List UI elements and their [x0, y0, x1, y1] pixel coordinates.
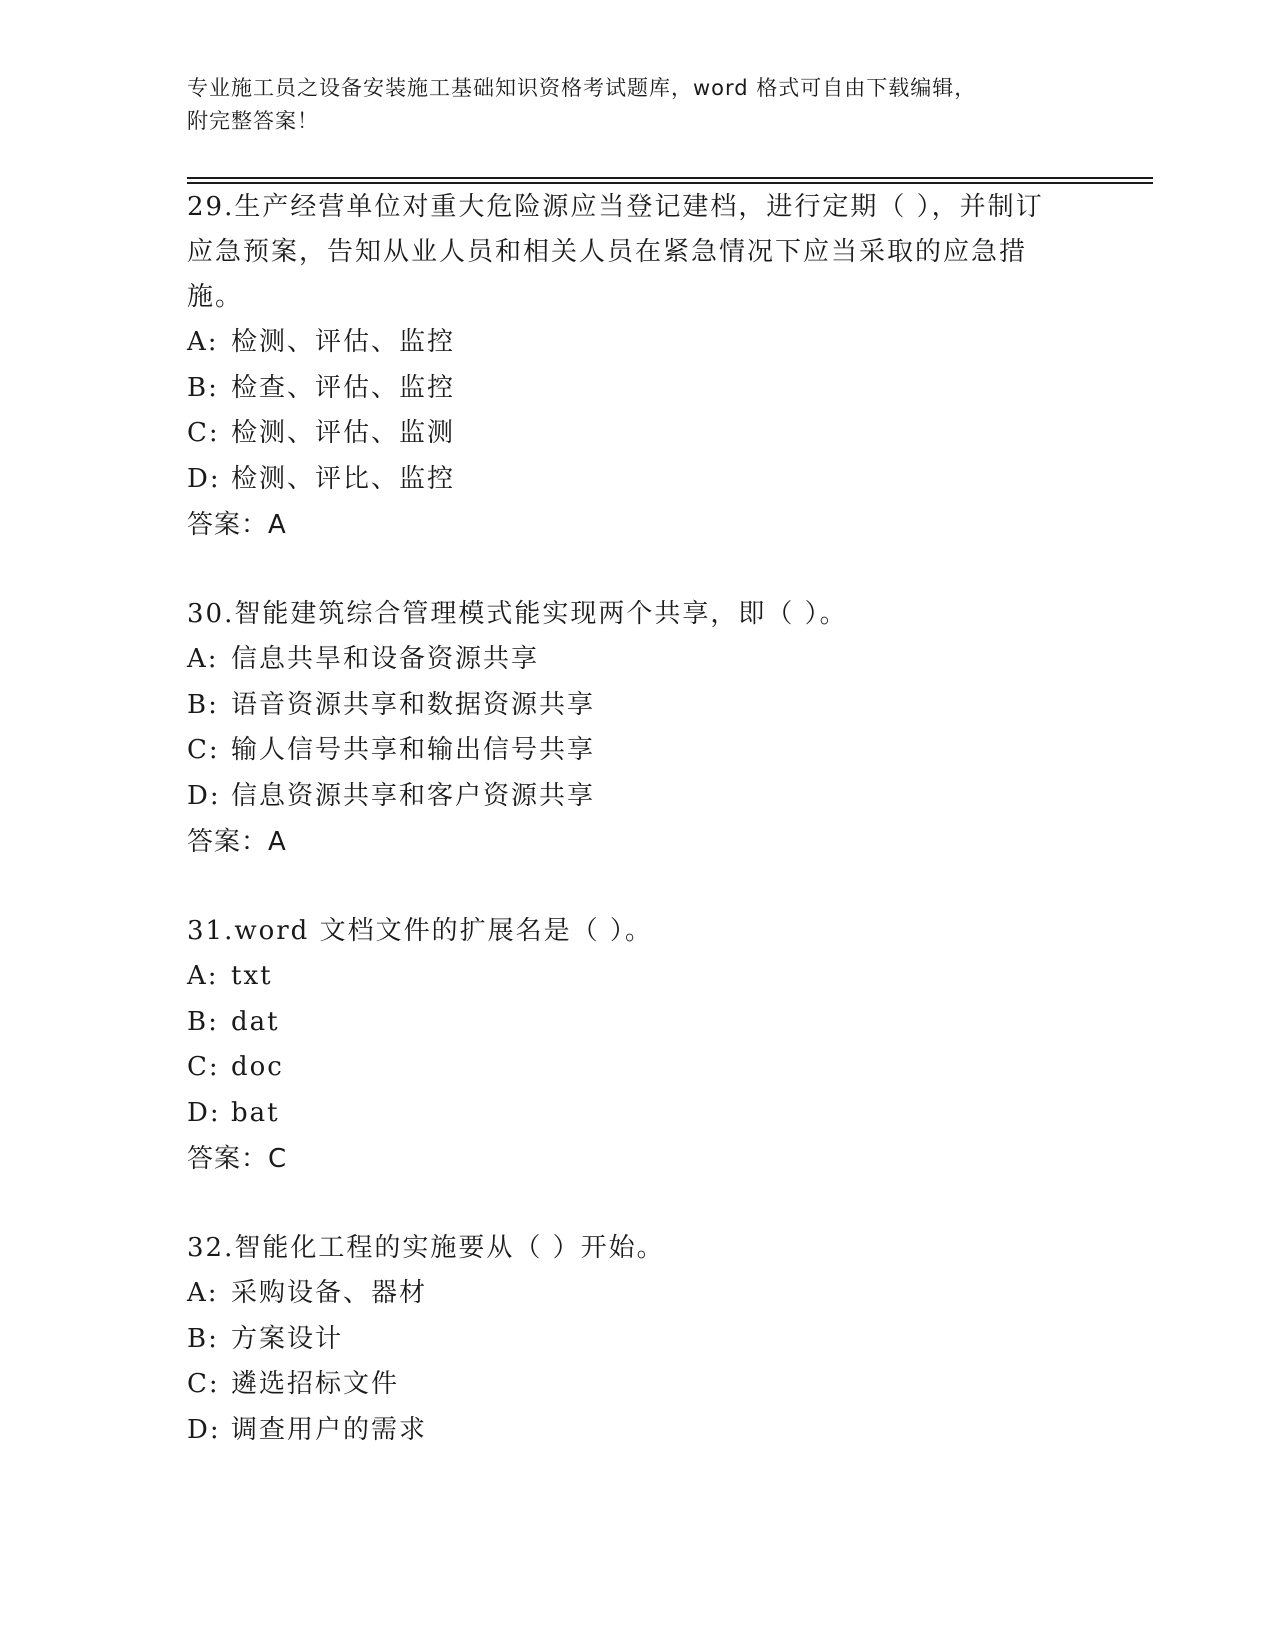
option-letter: C:: [187, 1369, 220, 1399]
option-b: [187, 1317, 1067, 1363]
option-letter: D:: [187, 780, 221, 811]
option-letter: D:: [187, 463, 221, 494]
option-d: [187, 1091, 1067, 1137]
option-letter: A:: [187, 644, 219, 674]
option-letter: A:: [187, 961, 219, 991]
header-line-1: 专业施工员之设备安装施工基础知识资格考试题库，word 格式可自由下载编辑，: [187, 76, 977, 100]
option-letter: B:: [187, 689, 219, 720]
question-stem: 30.智能建筑综合管理模式能实现两个共享，即（ ）。: [187, 599, 848, 629]
question-stem: 31.word 文档文件的扩展名是（ ）。: [187, 916, 653, 946]
option-text: bat: [231, 1097, 280, 1128]
option-letter: D:: [187, 1097, 221, 1128]
option-letter: B:: [187, 1323, 219, 1354]
option-letter: C:: [187, 418, 220, 448]
option-text: 采购设备、器材: [231, 1278, 428, 1308]
option-text: 输人信号共享和输出信号共享: [231, 735, 596, 765]
option-text: 遴选招标文件: [231, 1369, 400, 1399]
option-letter: A:: [187, 1278, 219, 1308]
option-b: [187, 1000, 1067, 1046]
answer-line: 答案：A: [187, 827, 287, 857]
option-text: txt: [231, 961, 273, 991]
option-letter: A:: [187, 327, 219, 357]
option-d: [187, 457, 1067, 503]
header-line-2: 附完整答案！: [187, 109, 319, 133]
option-text: 检测、评比、监控: [231, 463, 456, 494]
option-letter: C:: [187, 735, 220, 765]
question-29: [187, 185, 1067, 548]
option-letter: D:: [187, 1414, 221, 1445]
question-stem: 29.生产经营单位对重大危险源应当登记建档，进行定期（ ），并制订应急预案，告知从业人员和相关人员在紧急情况下应当采取的应急措施。: [187, 192, 1044, 312]
option-a: [187, 954, 1067, 1000]
option-text: 检查、评估、监控: [231, 372, 456, 403]
question-stem: 32.智能化工程的实施要从（ ）开始。: [187, 1233, 665, 1263]
option-c: [187, 411, 1067, 457]
option-d: [187, 774, 1067, 820]
option-text: 语音资源共享和数据资源共享: [231, 689, 596, 720]
option-a: [187, 637, 1067, 683]
question-32: [187, 1226, 1067, 1453]
option-text: 检测、评估、监测: [231, 418, 456, 448]
option-c: [187, 1362, 1067, 1408]
option-text: 检测、评估、监控: [231, 327, 456, 357]
header-divider-bottom: [187, 182, 1153, 184]
option-text: 方案设计: [231, 1323, 344, 1354]
option-b: [187, 366, 1067, 412]
document-header: [187, 72, 1067, 138]
option-letter: B:: [187, 1006, 219, 1037]
option-text: 调查用户的需求: [231, 1414, 428, 1445]
option-text: 信息资源共享和客户资源共享: [231, 780, 596, 811]
option-letter: C:: [187, 1052, 220, 1082]
option-letter: B:: [187, 372, 219, 403]
option-a: [187, 1271, 1067, 1317]
question-list: [187, 185, 1067, 1453]
option-a: [187, 320, 1067, 366]
option-text: dat: [231, 1006, 280, 1037]
question-31: [187, 909, 1067, 1182]
option-text: 信息共旱和设备资源共享: [231, 644, 540, 674]
option-b: [187, 683, 1067, 729]
question-30: [187, 592, 1067, 865]
answer-line: 答案：A: [187, 510, 287, 540]
header-divider-top: [187, 177, 1153, 179]
option-c: [187, 728, 1067, 774]
option-text: doc: [231, 1052, 284, 1082]
option-d: [187, 1408, 1067, 1454]
answer-line: 答案：C: [187, 1144, 288, 1174]
option-c: [187, 1045, 1067, 1091]
